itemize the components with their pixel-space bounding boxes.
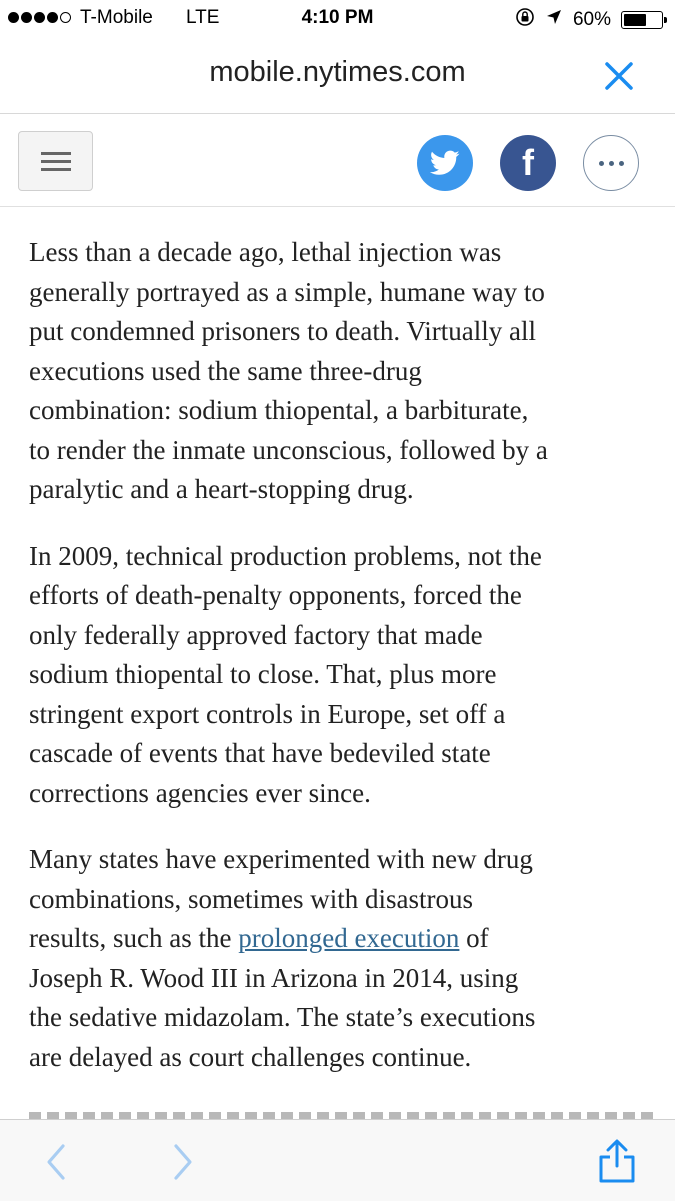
paragraph-text: Many states have experimented with new drug combinations, sometimes with disastrous results, such as the [29, 844, 533, 953]
address-bar [0, 38, 675, 114]
location-arrow-icon [545, 8, 563, 32]
chevron-left-icon [38, 1140, 78, 1184]
close-icon [601, 58, 637, 94]
ellipsis-icon [599, 161, 604, 166]
carrier-name: T-Mobile [80, 7, 153, 28]
prolonged-execution-link[interactable]: prolonged execution [238, 923, 460, 953]
article-body [29, 233, 654, 1104]
hamburger-icon [41, 152, 71, 155]
paragraph-text: of Joseph R. Wood III in Arizona in 2014, using the sedative midazolam. The state’s executions are delayed as court challenges continue. [29, 923, 536, 1072]
orientation-lock-icon [515, 7, 535, 33]
back-button[interactable] [38, 1140, 78, 1184]
browser-bottom-bar [0, 1119, 675, 1201]
network-type: LTE [186, 7, 220, 28]
facebook-share-button[interactable] [500, 135, 556, 191]
article-paragraph [29, 840, 654, 1077]
clock: 4:10 PM [301, 7, 374, 28]
twitter-share-button[interactable] [417, 135, 473, 191]
battery-icon [621, 11, 663, 29]
close-button[interactable] [601, 58, 637, 94]
chevron-right-icon [162, 1140, 202, 1184]
twitter-bird-icon [430, 150, 460, 176]
status-bar [0, 0, 675, 38]
share-button[interactable] [595, 1138, 635, 1182]
battery-percent: 60% [572, 9, 611, 30]
facebook-icon: f [522, 142, 534, 183]
article-paragraph: Less than a decade ago, lethal injection was generally portrayed as a simple, humane way to put condemned prisoners to death. Virtually all executions used the same three-drug combination: sodium thiopental, a barbiturate, to render the inmate unconscious, followed by a paralytic and a heart-stopping drug. [29, 237, 548, 504]
article-paragraph: In 2009, technical production problems, not the efforts of death-penalty opponents, forced the only federally approved factory that made sodium thiopental to close. That, plus more stringent export controls in Europe, set off a cascade of events that have bedeviled state corrections agencies ever since. [29, 540, 542, 808]
menu-button[interactable] [18, 131, 93, 191]
forward-button[interactable] [162, 1140, 202, 1184]
more-options-button[interactable] [583, 135, 639, 191]
page-url[interactable]: mobile.nytimes.com [209, 56, 466, 88]
article-toolbar [0, 113, 675, 207]
share-icon [595, 1138, 639, 1184]
